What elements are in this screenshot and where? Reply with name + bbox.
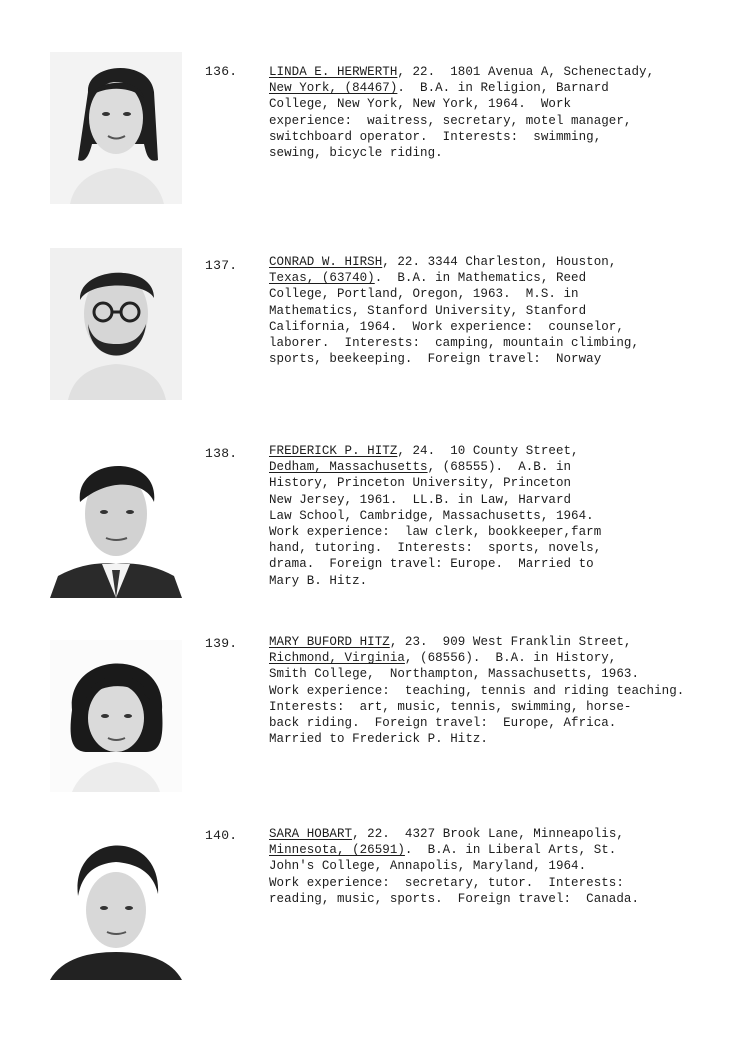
portrait-photo <box>50 446 182 598</box>
entry-line: Law School, Cambridge, Massachusetts, 1964. <box>269 508 594 523</box>
entry-text <box>269 64 739 161</box>
entry-text <box>269 826 739 907</box>
entry-line: College, Portland, Oregon, 1963. M.S. in <box>269 287 579 302</box>
portrait-photo <box>50 640 182 792</box>
entry-line: , 22. 4327 Brook Lane, Minneapolis, <box>352 827 624 841</box>
person-name: FREDERICK P. HITZ <box>269 444 398 458</box>
entry-line: Work experience: secretary, tutor. Interests: <box>269 875 624 890</box>
entry-text <box>269 634 739 747</box>
entry-number: 140. <box>205 828 238 843</box>
entry-line: John's College, Annapolis, Maryland, 1964. <box>269 859 587 874</box>
entry-line: Work experience: teaching, tennis and riding teaching. <box>269 683 685 698</box>
entry-line: California, 1964. Work experience: counselor, <box>269 319 624 334</box>
entry-line: experience: waitress, secretary, motel manager, <box>269 113 632 128</box>
entry-line: drama. Foreign travel: Europe. Married to <box>269 557 594 572</box>
entry-number: 137. <box>205 258 238 273</box>
entry-line: hand, tutoring. Interests: sports, novels, <box>269 541 602 556</box>
entry-line: New Jersey, 1961. LL.B. in Law, Harvard <box>269 492 572 507</box>
entry-line: Interests: art, music, tennis, swimming, horse- <box>269 699 632 714</box>
portrait-photo <box>50 248 182 400</box>
entry-line: History, Princeton University, Princeton <box>269 476 572 491</box>
person-name: CONRAD W. HIRSH <box>269 255 383 269</box>
entry-line: Dedham, Massachusetts, (68555). A.B. in <box>269 460 572 475</box>
entry-line: , 24. 10 County Street, <box>397 444 579 458</box>
entry-line: back riding. Foreign travel: Europe, Africa. <box>269 716 617 731</box>
address-underline: New York, (84467) <box>269 81 398 96</box>
person-name: MARY BUFORD HITZ <box>269 635 390 649</box>
portrait-photo <box>50 828 182 980</box>
entry-line: New York, (84467). B.A. in Religion, Barnard <box>269 81 609 96</box>
entry-line: Work experience: law clerk, bookkeeper,farm <box>269 525 602 540</box>
address-underline: Minnesota, (26591) <box>269 843 405 858</box>
entry-line: Smith College, Northampton, Massachusetts, 1963. <box>269 667 640 682</box>
entry-line: reading, music, sports. Foreign travel: Canada. <box>269 891 640 906</box>
address-underline: Richmond, Virginia <box>269 651 405 666</box>
entry-line: , 22. 1801 Avenua A, Schenectady, <box>397 65 655 79</box>
entry-line: Mary B. Hitz. <box>269 573 368 588</box>
entry-line: , 23. 909 West Franklin Street, <box>389 635 632 649</box>
portrait-photo <box>50 52 182 204</box>
entry-line: laborer. Interests: camping, mountain climbing, <box>269 336 640 351</box>
entry-line: Richmond, Virginia, (68556). B.A. in History, <box>269 651 617 666</box>
entry-line: sports, beekeeping. Foreign travel: Norway <box>269 352 602 367</box>
entry-line: College, New York, New York, 1964. Work <box>269 97 572 112</box>
entry-line: Texas, (63740). B.A. in Mathematics, Reed <box>269 271 587 286</box>
entry-line: Married to Frederick P. Hitz. <box>269 732 488 747</box>
person-name: SARA HOBART <box>269 827 353 841</box>
entry-text <box>269 254 739 367</box>
entry-line: , 22. 3344 Charleston, Houston, <box>382 255 617 269</box>
entry-line: switchboard operator. Interests: swimming, <box>269 129 602 144</box>
address-underline: Dedham, Massachusetts <box>269 460 428 475</box>
entry-line: sewing, bicycle riding. <box>269 146 443 161</box>
entry-text <box>269 443 739 589</box>
entry-line: Mathematics, Stanford University, Stanford <box>269 303 587 318</box>
entry-number: 138. <box>205 446 238 461</box>
entry-line: Minnesota, (26591). B.A. in Liberal Arts, St. <box>269 843 617 858</box>
entry-number: 136. <box>205 64 238 79</box>
person-name: LINDA E. HERWERTH <box>269 65 398 79</box>
entry-number: 139. <box>205 636 238 651</box>
address-underline: Texas, (63740) <box>269 271 375 286</box>
